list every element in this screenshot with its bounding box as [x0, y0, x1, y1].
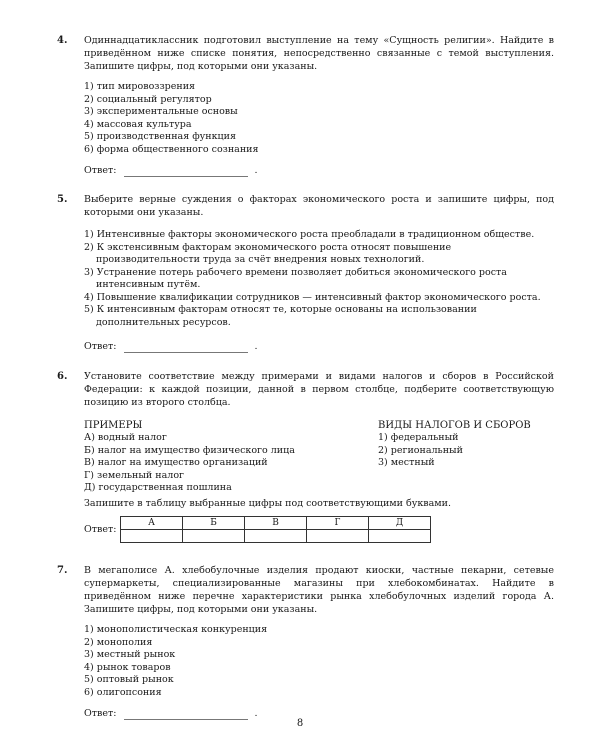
table-header-cell: Д — [369, 517, 431, 530]
example-item: Г) земельный налог — [84, 469, 185, 481]
answer-period: . — [254, 708, 258, 719]
table-answer-cell[interactable] — [183, 530, 245, 543]
option-item: 2) К экстенсивным факторам экономического роста относят повышение производительности труда за счёт внедрения новых технологий. — [84, 241, 452, 265]
option-item: 3) местный рынок — [84, 649, 176, 660]
answer-table-row — [84, 516, 600, 543]
answer-row — [84, 165, 600, 177]
answer-label: Ответ: — [84, 165, 117, 176]
table-header-cell: Б — [183, 517, 245, 530]
answer-field[interactable] — [124, 343, 248, 353]
question-text: Одиннадцатиклассник подготовил выступление на тему «Сущность религии». Найдите в приведённом ниже списке понятия, непосредственно связанные с темой выступления. Запишите цифры, под которыми они указаны. — [84, 35, 554, 72]
tax-type-item: 1) федеральный — [378, 432, 459, 443]
matching-columns — [84, 419, 554, 493]
option-item: 5) производственная функция — [84, 131, 236, 142]
answer-table — [120, 516, 431, 543]
answer-period: . — [254, 165, 258, 176]
task-6 — [0, 370, 600, 543]
answer-field[interactable] — [124, 167, 248, 177]
option-item: 3) экспериментальные основы — [84, 106, 238, 117]
table-answer-cell[interactable] — [369, 530, 431, 543]
task-number: 7. — [57, 565, 68, 576]
task-5 — [0, 193, 600, 353]
tax-type-item: 3) местный — [378, 457, 435, 468]
answer-period: . — [254, 341, 258, 352]
table-answer-cell[interactable] — [245, 530, 307, 543]
page-number: 8 — [296, 718, 304, 729]
option-item: 1) Интенсивные факторы экономического роста преобладали в традиционном обществе. — [84, 229, 535, 240]
table-answer-cell[interactable] — [307, 530, 369, 543]
option-item: 6) олигопсония — [84, 686, 162, 698]
task-4 — [0, 34, 600, 177]
task-7 — [0, 564, 600, 720]
examples-title: ПРИМЕРЫ — [84, 420, 143, 431]
options-list — [84, 624, 554, 699]
answer-label: Ответ: — [84, 524, 117, 535]
task-number: 4. — [57, 35, 68, 46]
answer-label: Ответ: — [84, 708, 117, 719]
question-text: Выберите верные суждения о факторах экономического роста и запишите цифры, под которыми они указаны. — [84, 194, 554, 218]
option-item: 3) Устранение потерь рабочего времени позволяет добиться экономического роста интенсивным путём. — [84, 266, 507, 290]
option-item: 2) социальный регулятор — [84, 93, 212, 105]
example-item: Д) государственная пошлина — [84, 482, 232, 493]
option-item: 4) рынок товаров — [84, 661, 171, 673]
task-number: 6. — [57, 371, 68, 382]
options-list — [84, 81, 554, 156]
tax-types-column — [378, 419, 558, 470]
table-answer-cell[interactable] — [121, 530, 183, 543]
tax-type-item: 2) региональный — [378, 444, 463, 456]
table-header-cell: В — [245, 517, 307, 530]
option-item: 4) Повышение квалификации сотрудников — интенсивный фактор экономического роста. — [84, 291, 541, 303]
option-item: 5) оптовый рынок — [84, 674, 174, 685]
tax-types-title: ВИДЫ НАЛОГОВ И СБОРОВ — [378, 420, 531, 431]
option-item: 5) К интенсивным факторам относят те, которые основаны на использовании дополнительных ресурсов. — [84, 304, 477, 328]
example-item: В) налог на имущество организаций — [84, 457, 268, 468]
examples-column — [84, 419, 344, 495]
example-item: Б) налог на имущество физического лица — [84, 444, 295, 456]
options-list — [84, 229, 554, 329]
task-number: 5. — [57, 194, 68, 205]
option-item: 6) форма общественного сознания — [84, 143, 259, 155]
table-header-cell: А — [121, 517, 183, 530]
option-item: 1) тип мировоззрения — [84, 81, 196, 92]
table-header-cell: Г — [307, 517, 369, 530]
option-item: 2) монополия — [84, 636, 153, 648]
answer-label: Ответ: — [84, 341, 117, 352]
option-item: 4) массовая культура — [84, 118, 192, 130]
table-instruction: Запишите в таблицу выбранные цифры под соответствующими буквами. — [84, 498, 452, 509]
question-text: В мегаполисе А. хлебобулочные изделия продают киоски, частные пекарни, сетевые супермаркеты, специализированные магазины при хлебокомбинатах. Найдите в приведённом ниже перечне характеристики рынка хлебобулочных изделий города А. Запишите цифры, под которыми они указаны. — [84, 565, 554, 615]
option-item: 1) монополистическая конкуренция — [84, 624, 268, 635]
answer-row — [84, 341, 600, 353]
example-item: А) водный налог — [84, 432, 167, 443]
question-text: Установите соответствие между примерами и видами налогов и сборов в Российской Федерации: к каждой позиции, данной в первом столбце, подберите соответствующую позицию из второго столбца. — [84, 371, 554, 408]
